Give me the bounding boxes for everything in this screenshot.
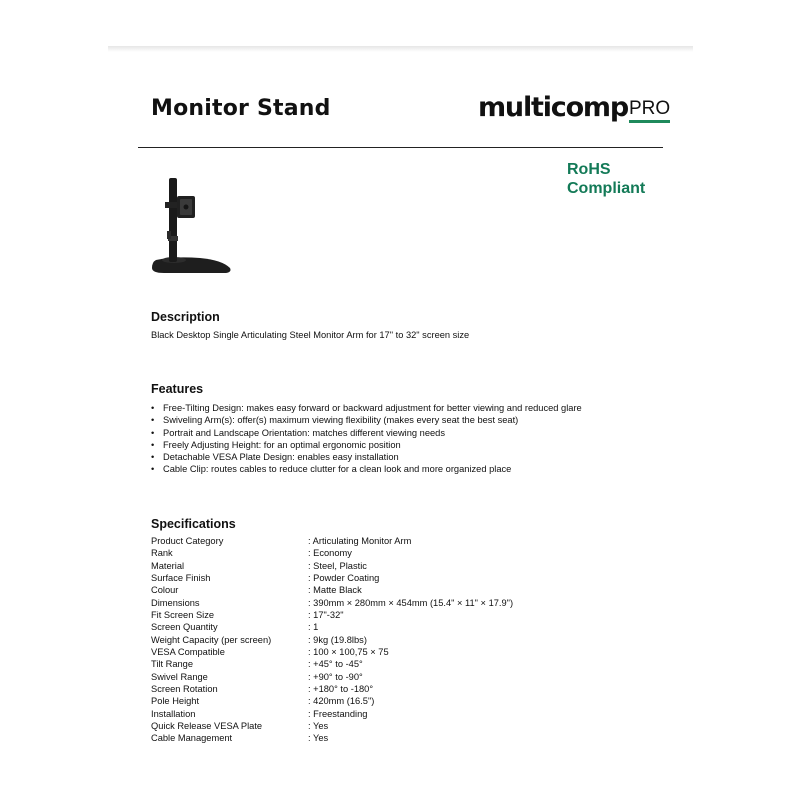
spec-value: : +45° to -45° [308,659,363,670]
feature-text: Cable Clip: routes cables to reduce clutter for a clean look and more organized place [163,464,512,475]
table-row [151,584,513,596]
list-item [151,463,582,475]
table-row [151,720,513,732]
spec-value: : 17"-32" [308,609,344,620]
spec-value: : 9kg (19.8lbs) [308,634,367,645]
logo-pro-suffix [629,98,670,120]
spec-value: : 420mm (16.5") [308,696,375,707]
spec-label: Pole Height [151,696,200,707]
list-item [151,414,582,426]
rohs-badge [567,160,645,198]
spec-label: Screen Quantity [151,622,218,633]
table-row [151,646,513,658]
list-item [151,402,582,414]
spec-label: Rank [151,548,173,559]
table-row [151,708,513,720]
brand-logo [478,92,670,123]
logo-pro-text: PRO [629,98,671,119]
spec-label: Screen Rotation [151,683,218,694]
spec-value: : Powder Coating [308,572,380,583]
bullet-icon: • [151,403,155,413]
spec-value: : Yes [308,733,329,744]
spec-label: Colour [151,585,179,596]
header-divider [138,147,663,148]
spec-value: : Matte Black [308,585,362,596]
product-image [144,176,236,278]
feature-text: Swiveling Arm(s): offer(s) maximum viewing flexibility (makes every seat the best seat) [163,415,519,426]
page-title: Monitor Stand [151,96,331,121]
specifications-heading: Specifications [151,517,236,531]
spec-label: Weight Capacity (per screen) [151,634,272,645]
feature-text: Free-Tilting Design: makes easy forward or backward adjustment for better viewing and reduced glare [163,403,582,413]
spec-value: : Economy [308,548,352,559]
spec-value: : +90° to -90° [308,671,363,682]
rohs-line-1: RoHS [567,161,611,178]
spec-label: Quick Release VESA Plate [151,720,263,731]
spec-value: : +180° to -180° [308,683,374,694]
spec-value: : Steel, Plastic [308,560,367,571]
logo-wordmark: multicomp [478,92,628,123]
bullet-icon: • [151,415,155,426]
description-text: Black Desktop Single Articulating Steel Monitor Arm for 17" to 32" screen size [151,330,470,340]
rohs-line-2: Compliant [567,180,646,197]
table-row [151,634,513,646]
list-item [151,439,582,451]
spec-value: : Yes [308,720,329,731]
spec-label: Surface Finish [151,572,211,583]
description-heading: Description [151,310,220,324]
features-list [151,402,582,476]
spec-label: VESA Compatible [151,646,225,657]
feature-text: Detachable VESA Plate Design: enables easy installation [163,452,399,463]
table-row [151,658,513,670]
table-row [151,671,513,683]
logo-underline [629,120,670,123]
spec-label: Installation [151,708,196,719]
bullet-icon: • [151,452,155,463]
table-row [151,683,513,695]
feature-text: Portrait and Landscape Orientation: matches different viewing needs [163,427,446,438]
table-row [151,621,513,633]
spec-label: Cable Management [151,733,233,744]
page-top-edge [108,46,693,52]
spec-label: Material [151,560,185,571]
spec-value: : Freestanding [308,708,368,719]
table-row [151,572,513,584]
spec-label: Swivel Range [151,671,208,682]
bullet-icon: • [151,464,155,475]
feature-text: Freely Adjusting Height: for an optimal ergonomic position [163,439,401,450]
table-row [151,547,513,559]
table-row [151,609,513,621]
list-item [151,451,582,463]
specifications-table [151,535,513,745]
table-row [151,560,513,572]
features-heading: Features [151,382,204,396]
bullet-icon: • [151,439,155,450]
spec-value: : 1 [308,622,319,633]
spec-value: : 100 × 100,75 × 75 [308,646,389,657]
table-row [151,695,513,707]
table-row [151,597,513,609]
spec-label: Fit Screen Size [151,609,215,620]
table-row [151,535,513,547]
table-row [151,732,513,744]
list-item [151,427,582,439]
bullet-icon: • [151,427,155,438]
spec-label: Product Category [151,536,224,546]
spec-label: Tilt Range [151,659,194,670]
spec-label: Dimensions [151,597,200,608]
spec-value: : 390mm × 280mm × 454mm (15.4" × 11" × 17.9") [308,597,514,608]
spec-value: : Articulating Monitor Arm [308,536,412,546]
